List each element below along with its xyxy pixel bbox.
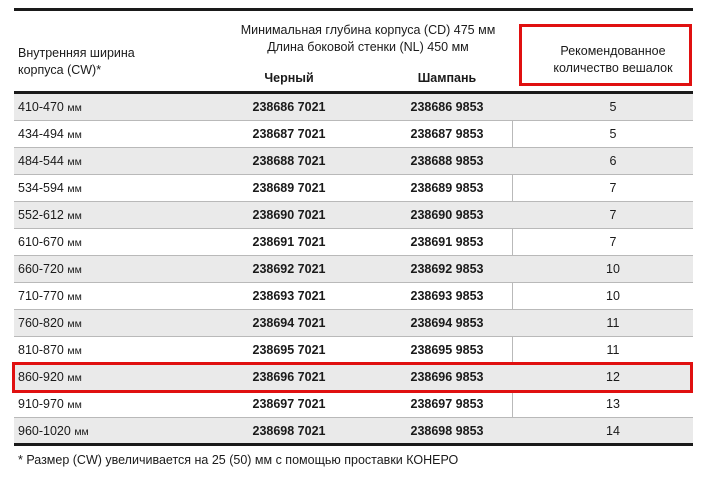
cell-cw — [18, 364, 204, 391]
cell-cw-value: 810-870 — [18, 343, 64, 357]
top-rule — [14, 8, 693, 11]
table-row — [14, 202, 693, 229]
cell-quantity: 5 — [609, 127, 617, 141]
cell-code-champagne: 238690 9853 — [410, 208, 484, 222]
cell-cw-value: 410-470 — [18, 100, 64, 114]
cell-code-black: 238693 7021 — [252, 289, 326, 303]
cell-cw-unit: мм — [67, 183, 82, 195]
table-row — [14, 310, 693, 337]
cell-code-black: 238698 7021 — [252, 424, 326, 438]
cell-cw — [18, 229, 204, 256]
cell-quantity: 11 — [606, 343, 620, 357]
cell-code-black: 238691 7021 — [252, 235, 326, 249]
cell-code-black: 238694 7021 — [252, 316, 326, 330]
table-row — [14, 256, 693, 283]
cell-code-champagne: 238686 9853 — [410, 100, 484, 114]
cell-cw — [18, 121, 204, 148]
cell-quantity: 10 — [606, 289, 620, 303]
cell-quantity: 5 — [609, 100, 617, 114]
cell-code-champagne: 238689 9853 — [410, 181, 484, 195]
cell-quantity: 7 — [609, 235, 617, 249]
cell-cw — [18, 310, 204, 337]
table-row — [14, 283, 693, 310]
table-row — [14, 418, 693, 445]
cell-cw-unit: мм — [74, 426, 89, 438]
table-row — [14, 364, 693, 391]
header-color-labels — [210, 71, 526, 88]
cell-code-champagne: 238691 9853 — [410, 235, 484, 249]
cell-cw-value: 534-594 — [18, 181, 64, 195]
cell-quantity: 7 — [609, 181, 617, 195]
header-cw-label — [18, 45, 208, 79]
header-color-black: Черный — [264, 71, 314, 85]
table-row — [14, 229, 693, 256]
header-cw-line2: корпуса (CW)* — [18, 63, 102, 77]
cell-cw-value: 860-920 — [18, 370, 64, 384]
cell-cw — [18, 418, 204, 445]
table-row — [14, 148, 693, 175]
cell-code-champagne: 238692 9853 — [410, 262, 484, 276]
table-row — [14, 391, 693, 418]
cell-cw-value: 610-670 — [18, 235, 64, 249]
cell-cw-unit: мм — [67, 345, 82, 357]
cell-cw-unit: мм — [67, 399, 82, 411]
cell-cw-unit: мм — [67, 291, 82, 303]
header-cw-line1: Внутренняя ширина — [18, 46, 135, 60]
header-qty-line2: количество вешалок — [553, 61, 673, 75]
cell-quantity: 12 — [606, 370, 620, 384]
cell-cw-unit: мм — [67, 237, 82, 249]
header-depth-label — [210, 22, 526, 56]
cell-quantity: 7 — [609, 208, 617, 222]
table-row — [14, 175, 693, 202]
table-row — [14, 121, 693, 148]
quantity-header-highlight-box — [519, 24, 692, 86]
cell-code-black: 238697 7021 — [252, 397, 326, 411]
cell-cw — [18, 391, 204, 418]
header-cd-line2: Длина боковой стенки (NL) 450 мм — [267, 40, 469, 54]
cell-code-champagne: 238687 9853 — [410, 127, 484, 141]
cell-quantity: 10 — [606, 262, 620, 276]
cell-cw-value: 660-720 — [18, 262, 64, 276]
cell-code-champagne: 238698 9853 — [410, 424, 484, 438]
cell-cw-value: 710-770 — [18, 289, 64, 303]
cell-cw — [18, 256, 204, 283]
cell-cw-value: 484-544 — [18, 154, 64, 168]
bottom-rule — [14, 443, 693, 446]
header-color-champagne: Шампань — [417, 71, 477, 85]
cell-cw — [18, 94, 204, 121]
cell-cw-unit: мм — [67, 210, 82, 222]
cell-cw-unit: мм — [67, 372, 82, 384]
cell-code-champagne: 238695 9853 — [410, 343, 484, 357]
footnote: * Размер (CW) увеличивается на 25 (50) мм с помощью проставки КОНЕРО — [18, 453, 459, 467]
cell-cw-value: 910-970 — [18, 397, 64, 411]
cell-code-champagne: 238693 9853 — [410, 289, 484, 303]
cell-code-champagne: 238694 9853 — [410, 316, 484, 330]
cell-cw-value: 434-494 — [18, 127, 64, 141]
cell-cw-unit: мм — [67, 102, 82, 114]
cell-code-black: 238690 7021 — [252, 208, 326, 222]
cell-quantity: 13 — [606, 397, 620, 411]
cell-cw-unit: мм — [67, 318, 82, 330]
cell-code-black: 238687 7021 — [252, 127, 326, 141]
cell-cw-value: 760-820 — [18, 316, 64, 330]
cell-cw — [18, 175, 204, 202]
cell-cw — [18, 283, 204, 310]
cell-code-champagne: 238697 9853 — [410, 397, 484, 411]
cell-cw-value: 960-1020 — [18, 424, 71, 438]
cell-cw-unit: мм — [67, 156, 82, 168]
table-body — [14, 94, 693, 445]
cell-code-black: 238696 7021 — [252, 370, 326, 384]
table-row — [14, 337, 693, 364]
table-row — [14, 94, 693, 121]
cell-code-black: 238688 7021 — [252, 154, 326, 168]
cell-cw-value: 552-612 — [18, 208, 64, 222]
header-cd-line1: Минимальная глубина корпуса (CD) 475 мм — [240, 23, 496, 37]
cell-cw — [18, 202, 204, 229]
cell-code-black: 238692 7021 — [252, 262, 326, 276]
header-qty-line1: Рекомендованное — [560, 44, 666, 58]
cell-quantity: 14 — [606, 424, 620, 438]
cell-code-champagne: 238696 9853 — [410, 370, 484, 384]
cell-quantity: 6 — [609, 154, 617, 168]
cell-cw — [18, 148, 204, 175]
cell-code-black: 238686 7021 — [252, 100, 326, 114]
cell-code-black: 238695 7021 — [252, 343, 326, 357]
cell-cw-unit: мм — [67, 129, 82, 141]
cell-quantity: 11 — [606, 316, 620, 330]
cell-cw — [18, 337, 204, 364]
cell-code-black: 238689 7021 — [252, 181, 326, 195]
cell-cw-unit: мм — [67, 264, 82, 276]
cell-code-champagne: 238688 9853 — [410, 154, 484, 168]
